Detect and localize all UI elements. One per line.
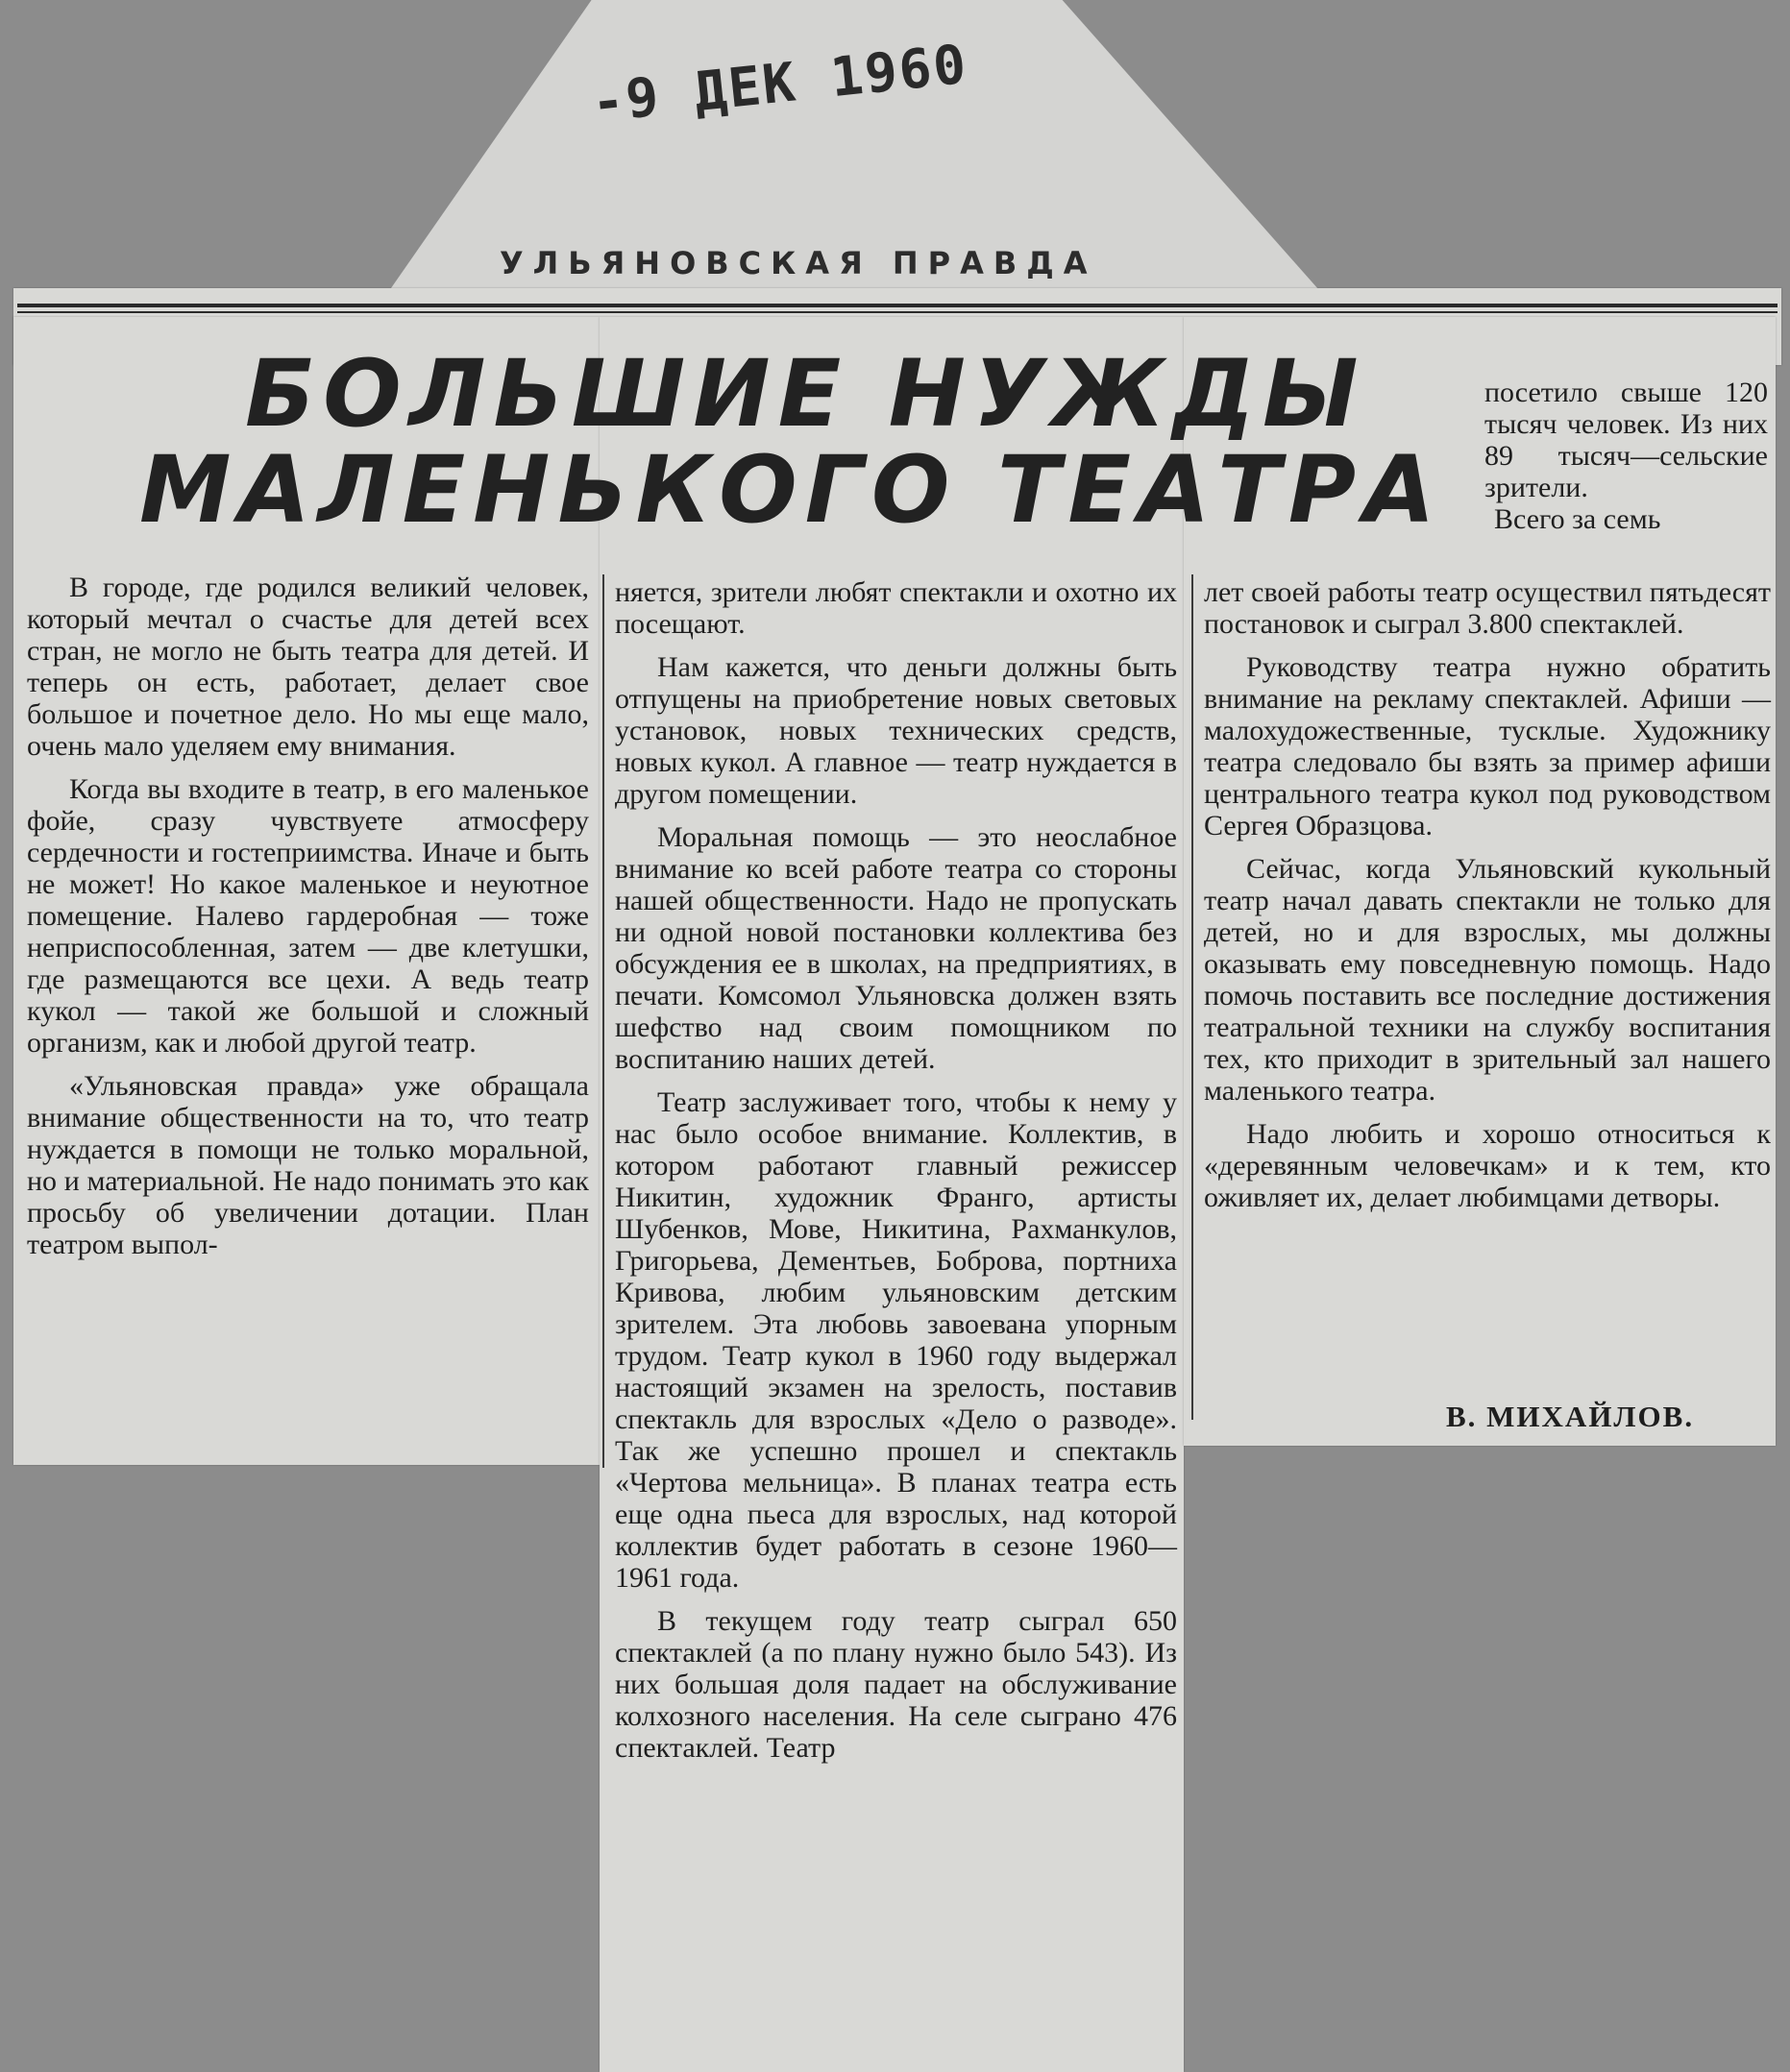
newspaper-masthead: УЛЬЯНОВСКАЯ ПРАВДА (500, 245, 1097, 281)
masthead-rule (17, 304, 1778, 307)
article-column-3 (1204, 576, 1771, 1225)
article-column-1 (27, 572, 589, 1272)
author-signature: В. МИХАЙЛОВ. (1446, 1400, 1695, 1433)
paragraph: В текущем году театр сыграл 650 спектаклей (а по плану нужно было 543). Из них большая доля падает на обслуживание колхозного населения. На селе сыграно 476 спектаклей. Театр (615, 1605, 1177, 1764)
paragraph: няется, зрители любят спектакли и охотно их посещают. (615, 576, 1177, 640)
paragraph: Моральная помощь — это неослабное внимание ко всей работе театра со стороны нашей общественности. Надо не пропускать ни одной новой постановки коллектива без обсуждения ее в школах, на предприятиях, в печати. Комсомол Ульяновска должен взять шефство над своим помощником по воспитанию наших детей. (615, 821, 1177, 1075)
column-divider-2 (1191, 574, 1193, 1420)
intro-text-2: Всего за семь (1494, 503, 1661, 535)
paragraph: В городе, где родился великий человек, который мечтал о счастье для детей всех стран, не могло не быть театра для детей. И теперь он есть, работает, делает свое большое и почетное дело. Но мы еще мало, очень мало уделяем ему внимания. (27, 572, 589, 762)
date-stamp: -9 ДЕК 1960 (588, 33, 971, 135)
paragraph: Нам кажется, что деньги должны быть отпущены на приобретение новых световых установок, новых технических средств, новых кукол. А главное — театр нуждается в другом помещении. (615, 651, 1177, 810)
column-3-intro (1484, 377, 1768, 535)
paragraph: Надо любить и хорошо относиться к «деревянным человечкам» и к тем, кто оживляет их, делает любимцами детворы. (1204, 1118, 1771, 1213)
paragraph: Руководству театра нужно обратить внимание на рекламу спектаклей. Афиши — малохудожественные, тусклые. Художнику театра следовало бы взять за пример афиши центрального театра кукол под руководством Сергея Образцова. (1204, 651, 1771, 841)
headline-line-1: БОЛЬШИЕ НУЖДЫ (245, 340, 1366, 448)
article-column-2 (615, 576, 1177, 1775)
paragraph: «Ульяновская правда» уже обращала внимание общественности на то, что театр нуждается в помощи не только моральной, но и материальной. Не надо понимать это как просьбу об увеличении дотации. План театром выпол- (27, 1070, 589, 1260)
paragraph: Когда вы входите в театр, в его маленькое фойе, сразу чувствуете атмосферу сердечности и гостеприимства. Иначе и быть не может! Но какое маленькое и неуютное помещение. Налево гардеробная — тоже неприспособленная, затем — две клетушки, где размещаются все цехи. А ведь театр кукол — такой же большой и сложный организм, как и любой другой театр. (27, 773, 589, 1059)
paragraph: лет своей работы театр осуществил пятьдесят постановок и сыграл 3.800 спектаклей. (1204, 576, 1771, 640)
article-headline (139, 340, 1443, 544)
paragraph: Театр заслуживает того, чтобы к нему у нас было особое внимание. Коллектив, в котором работают главный режиссер Никитин, художник Франго, артисты Шубенков, Мове, Никитина, Рахманкулов, Григорьева, Дементьев, Боброва, портниха Кривова, любим ульяновским детским зрителем. Эта любовь завоевана упорным трудом. Театр кукол в 1960 году выдержал настоящий экзамен на зрелость, поставив спектакль для взрослых «Дело о разводе». Так же успешно прошел и спектакль «Чертова мельница». В планах театра есть еще одна пьеса для взрослых, над которой коллектив будет работать в сезоне 1960—1961 года. (615, 1086, 1177, 1594)
column-divider-1 (602, 574, 604, 1468)
masthead-rule-thin (17, 311, 1778, 313)
headline-line-2: МАЛЕНЬКОГО ТЕАТРА (139, 436, 1443, 544)
paragraph: Сейчас, когда Ульяновский кукольный театр начал давать спектакли не только для детей, но и для взрослых, мы должны оказывать ему повседневную помощь. Надо помочь поставить все последние достижения театральной техники на службу воспитания тех, кто приходит в зрительный зал нашего маленького театра. (1204, 853, 1771, 1107)
intro-text: посетило свыше 120 тысяч человек. Из них 89 тысяч—сельские зрители. (1484, 377, 1768, 503)
